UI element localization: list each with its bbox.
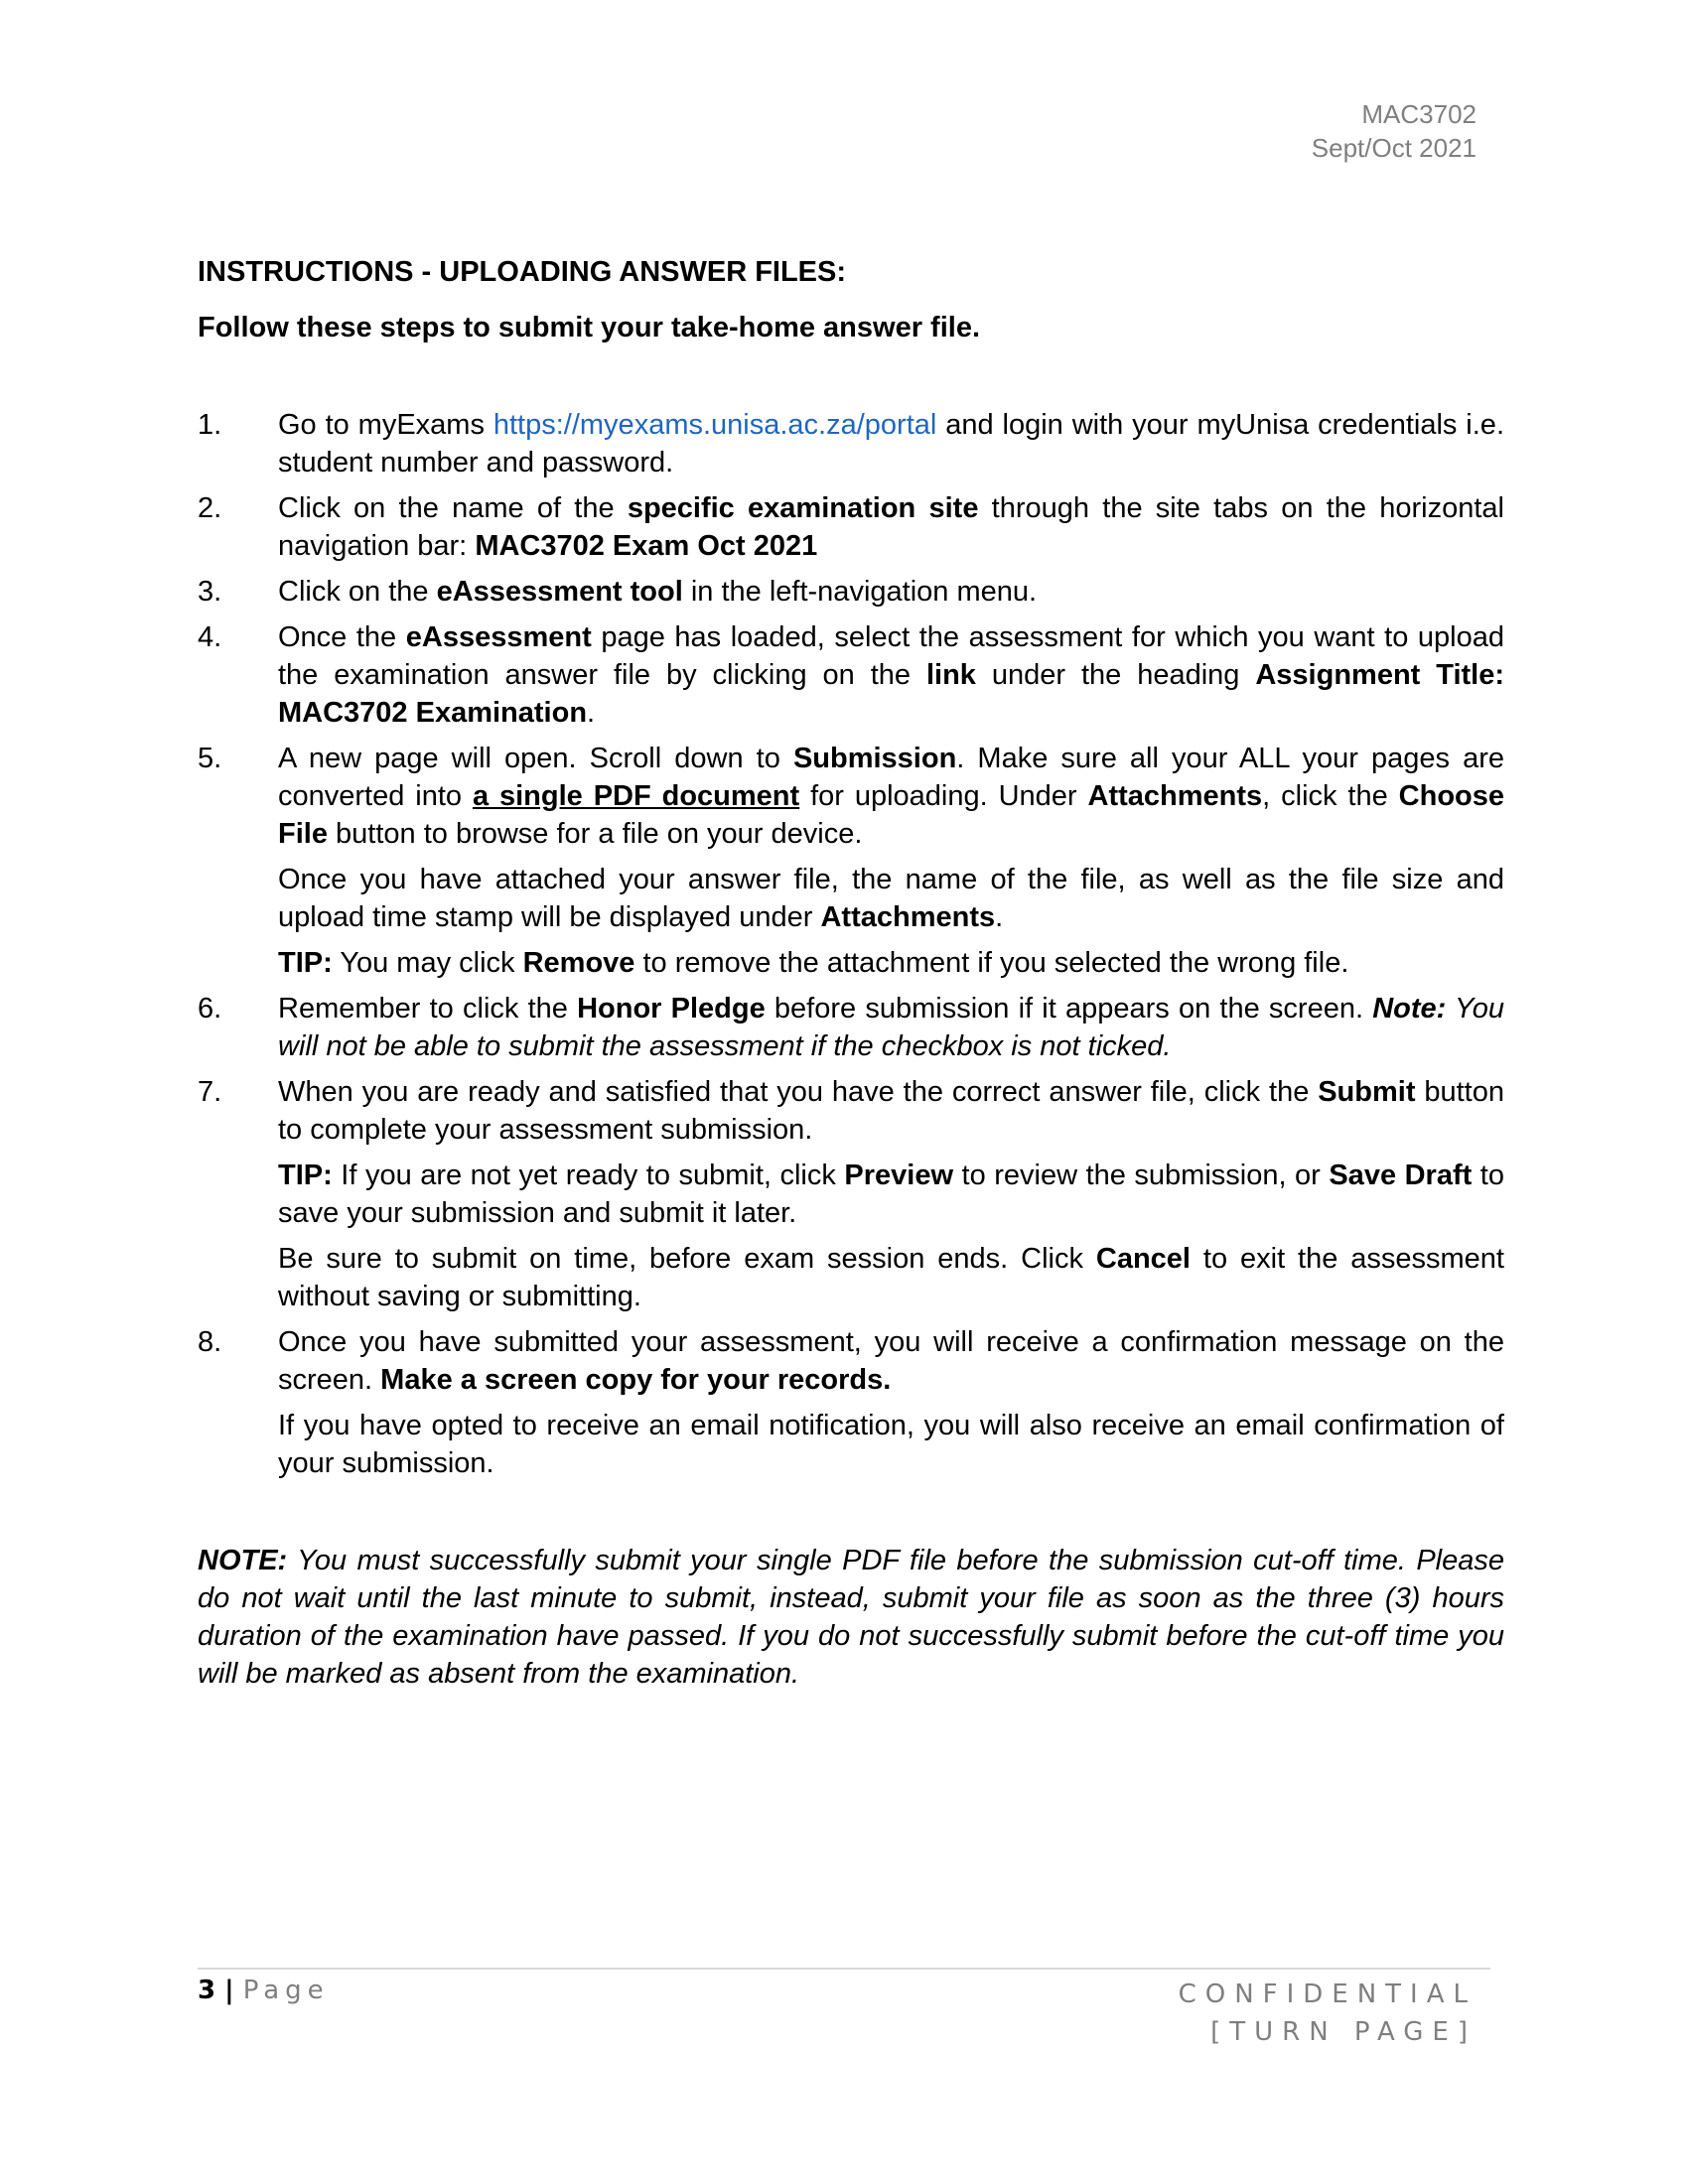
step-6 xyxy=(198,990,1504,1065)
step-bold: eAssessment xyxy=(405,621,592,653)
step-2 xyxy=(198,489,1504,565)
step-text: through the site tabs on the horizontal navigation bar: xyxy=(278,492,1504,562)
step-text: button to complete your assessment submission. xyxy=(278,1076,1504,1146)
course-code: MAC3702 xyxy=(1361,99,1477,129)
step-text: to remove the attachment if you selected the wrong file. xyxy=(634,947,1349,979)
myexams-portal-link[interactable]: https://myexams.unisa.ac.za/portal xyxy=(492,409,937,441)
step-text: to exit the assessment without saving or submitting. xyxy=(278,1243,1504,1312)
step-text: button to browse for a file on your device. xyxy=(327,818,863,850)
step-bold: Remove xyxy=(522,947,635,979)
step-text: to review the submission, or xyxy=(953,1160,1330,1191)
step-bold: Save Draft xyxy=(1329,1160,1473,1191)
step-text: Click on the xyxy=(278,576,437,608)
step-number: 5. xyxy=(198,743,222,774)
step-text: If you have opted to receive an email notification, you will also receive an email confirmation of your submission. xyxy=(278,1410,1504,1479)
page-number-value: 3 xyxy=(198,1976,216,2005)
note-label: Note: xyxy=(1372,993,1447,1024)
tip-label: TIP: xyxy=(278,947,333,979)
page-number xyxy=(198,1976,330,2005)
step-bold: Make a screen copy for your records. xyxy=(380,1364,892,1396)
note-text: You will not be able to submit the assessment if the checkbox is not ticked. xyxy=(278,993,1504,1062)
step-text: Click on the name of the xyxy=(278,492,628,524)
instructions-content xyxy=(198,253,1504,1693)
step-text: before submission if it appears on the screen. xyxy=(765,993,1373,1024)
page-separator: | xyxy=(215,1976,243,2005)
step-bold: Submit xyxy=(1318,1076,1416,1108)
turn-page-label: [TURN PAGE] xyxy=(1210,2017,1477,2047)
step-text: Once you have submitted your assessment, you will receive a confirmation message on the screen. xyxy=(278,1326,1504,1396)
step-underline: a single PDF document xyxy=(472,780,800,812)
step-3 xyxy=(198,573,1504,611)
step-number: 4. xyxy=(198,621,222,653)
step-bold: eAssessment tool xyxy=(436,576,683,608)
tip-label: TIP: xyxy=(278,1160,333,1191)
step-bold: Honor Pledge xyxy=(577,993,766,1024)
step-text: , click the xyxy=(1262,780,1399,812)
step-text: . Make sure all your ALL your pages are converted into xyxy=(278,743,1504,812)
confidential-label: CONFIDENTIAL xyxy=(1178,1979,1477,2009)
step-bold: MAC3702 Exam Oct 2021 xyxy=(475,530,818,562)
step-bold: Preview xyxy=(844,1160,954,1191)
step-text: Go to myExams xyxy=(278,409,493,441)
step-text: and login with your myUnisa credentials i.e. student number and password. xyxy=(278,409,1504,478)
step-text: page has loaded, select the assessment for which you want to upload the examination answer file by clicking on the xyxy=(278,621,1504,691)
step-bold: Cancel xyxy=(1095,1243,1191,1275)
page-header xyxy=(1312,97,1477,165)
step-number: 8. xyxy=(198,1326,222,1358)
step-number: 1. xyxy=(198,409,222,441)
step-bold: specific examination site xyxy=(627,492,979,524)
step-number: 6. xyxy=(198,993,222,1024)
exam-session: Sept/Oct 2021 xyxy=(1311,133,1477,163)
step-5 xyxy=(198,740,1504,982)
step-text: in the left-navigation menu. xyxy=(682,576,1038,608)
step-text: A new page will open. Scroll down to xyxy=(278,743,793,774)
step-text: for uploading. Under xyxy=(799,780,1088,812)
instructions-subtitle: Follow these steps to submit your take-home answer file. xyxy=(198,312,980,343)
step-1 xyxy=(198,406,1504,481)
footer-right xyxy=(1179,1976,1477,2051)
note-label: NOTE: xyxy=(198,1545,288,1576)
step-text: Once the xyxy=(278,621,406,653)
step-bold: Attachments xyxy=(820,901,996,933)
step-text: . xyxy=(587,697,596,729)
note-text: You must successfully submit your single PDF file before the submission cut-off time. Please do not wait until the last minute to submit, instead, submit your file as soon as the three (3) hours duration of the examination have passed. If you do not successfully submit before the cut-off time you will be marked as absent from the examination. xyxy=(198,1545,1504,1690)
cutoff-note xyxy=(198,1542,1504,1693)
step-text: under the heading xyxy=(975,659,1256,691)
step-text: Remember to click the xyxy=(278,993,578,1024)
step-7 xyxy=(198,1073,1504,1315)
step-text: . xyxy=(995,901,1004,933)
footer-divider xyxy=(198,1968,1490,1970)
step-text: If you are not yet ready to submit, click xyxy=(332,1160,845,1191)
step-text: Once you have attached your answer file, the name of the file, as well as the file size and upload time stamp will be displayed under xyxy=(278,864,1504,933)
step-text: You may click xyxy=(332,947,523,979)
step-text: When you are ready and satisfied that you have the correct answer file, click the xyxy=(278,1076,1319,1108)
step-4 xyxy=(198,618,1504,732)
step-bold: Choose File xyxy=(278,780,1504,850)
step-bold: Attachments xyxy=(1087,780,1263,812)
instructions-title: INSTRUCTIONS - UPLOADING ANSWER FILES: xyxy=(198,256,847,288)
step-bold: Submission xyxy=(792,743,957,774)
step-8 xyxy=(198,1323,1504,1482)
step-number: 7. xyxy=(198,1076,222,1108)
step-text: to save your submission and submit it later. xyxy=(278,1160,1504,1229)
step-text: Be sure to submit on time, before exam session ends. Click xyxy=(278,1243,1096,1275)
step-number: 2. xyxy=(198,492,222,524)
step-bold: Assignment Title: MAC3702 Examination xyxy=(278,659,1505,729)
step-bold: link xyxy=(925,659,976,691)
step-number: 3. xyxy=(198,576,222,608)
page-label: Page xyxy=(242,1976,330,2005)
